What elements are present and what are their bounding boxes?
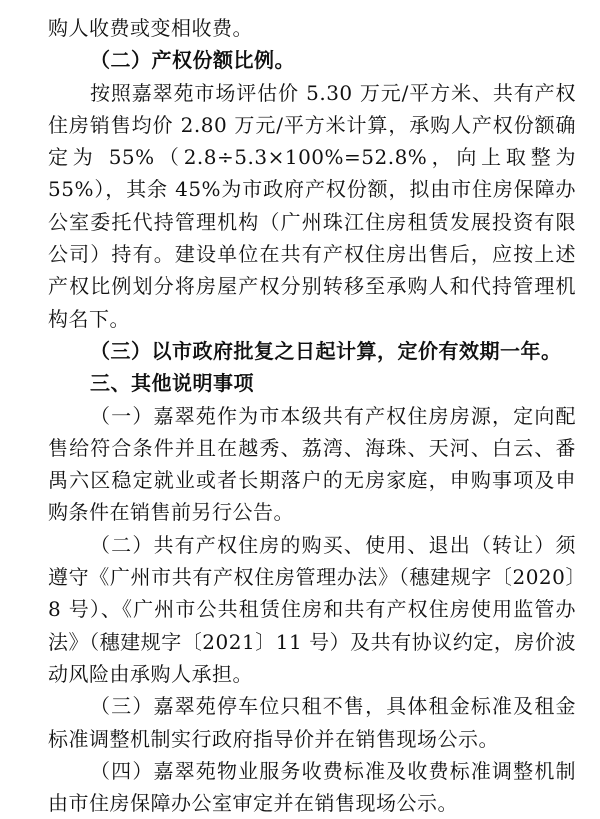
subheading-validity: （三）以市政府批复之日起计算，定价有效期一年。 [90,338,562,363]
paragraph-continuation: 购人收费或变相收费。 [48,16,253,40]
paragraph-ownership-share: 按照嘉翠苑市场评估价 5.30 万元/平方米、共有产权住房销售均价 2.80 万元/平方米计算，承购人产权份额确定为 55%（2.8÷5.3×100%=52.8%，向上取整为 55%），其余 45%为市政府产权份额，拟由市住房保障办公室委托代持管理机构（广州珠江住房租赁发展投资有限公司）持有。建设单位在共有产权住房出售后，应按上述产权比例划分将房屋产权分别转移至承购人和代持管理机构名下。 [48,80,576,331]
subheading-ownership-share: （二）产权份额比例。 [90,48,295,73]
paragraph-note-3: （三）嘉翠苑停车位只租不售，具体租金标准及租金标准调整机制实行政府指导价并在销售现场公示。 [48,694,576,751]
paragraph-note-2: （二）共有产权住房的购买、使用、退出（转让）须遵守《广州市共有产权住房管理办法》（穗建规字〔2020〕8 号）、《广州市公共租赁住房和共有产权住房使用监管办法》（穗建规字〔2021〕11 号）及共有协议约定，房价波动风险由承购人承担。 [48,532,576,686]
document-page [48,12,576,819]
paragraph-note-4: （四）嘉翠苑物业服务收费标准及收费标准调整机制由市住房保障办公室审定并在销售现场公示。 [48,758,576,816]
paragraph-note-1: （一）嘉翠苑作为市本级共有产权住房房源，定向配售给符合条件并且在越秀、荔湾、海珠、天河、白云、番禺六区稳定就业或者长期落户的无房家庭，申购事项及申购条件在销售前另行公告。 [48,403,576,525]
section-heading-other-notes: 三、其他说明事项 [90,371,254,396]
